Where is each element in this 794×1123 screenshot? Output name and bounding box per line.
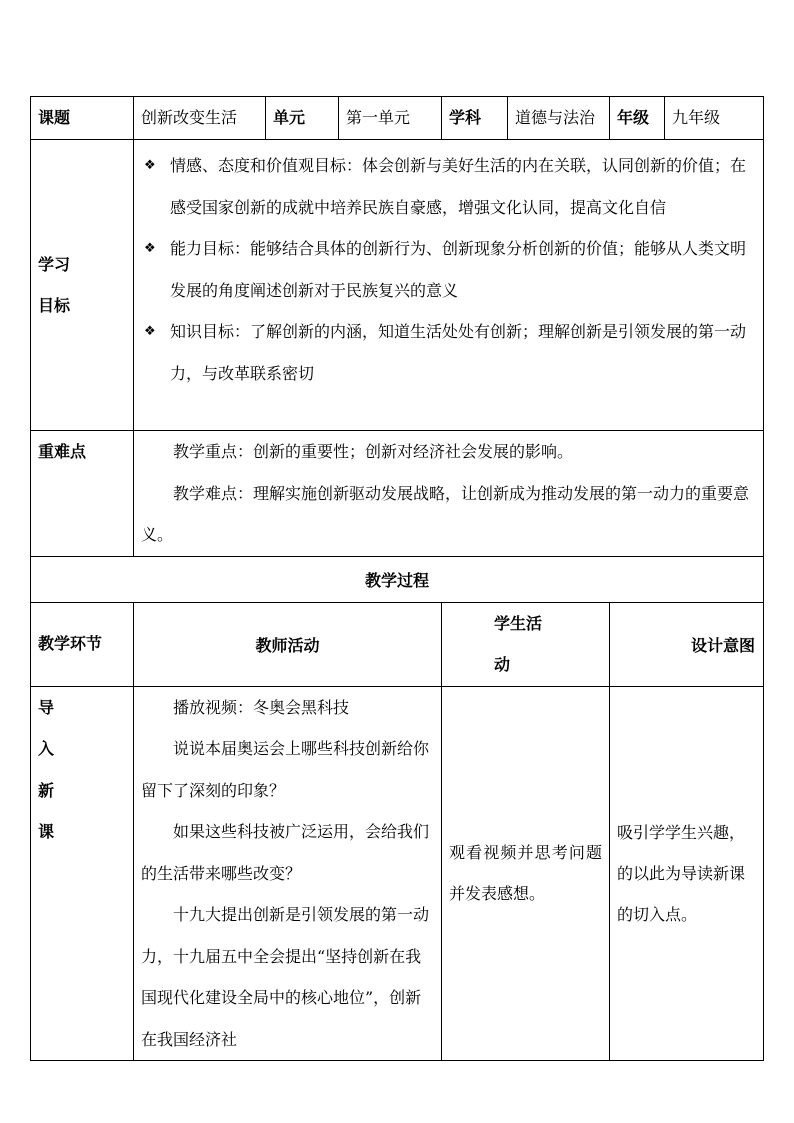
process-header-row (31, 602, 764, 686)
diamond-bullet-icon: ❖ (144, 324, 156, 339)
key-points-content: 教学重点：创新的重要性；创新对经济社会发展的影响。 教学难点：理解实施创新驱动发展战略，让创新成为推动发展的第一动力的重要意义。 (134, 431, 764, 557)
objectives-label: 学习 目标 (31, 140, 134, 431)
intro-design-intent: 吸引学学生兴趣，的以此为导读新课的切入点。 (610, 686, 764, 1061)
intro-stage: 导 入 新 课 (31, 686, 134, 1061)
objectives-row (31, 140, 764, 431)
objective-item: ❖ 能力目标：能够结合具体的创新行为、创新现象分析创新的价值；能够从人类文明发展的角度阐述创新对于民族复兴的意义 (141, 228, 756, 311)
nian-ji-value: 九年级 (665, 97, 764, 140)
col-teacher-header: 教师活动 (134, 602, 442, 686)
ke-ti-label: 课题 (31, 97, 134, 140)
dan-yuan-value: 第一单元 (339, 97, 442, 140)
dan-yuan-label: 单元 (266, 97, 339, 140)
lesson-plan-sheet (30, 96, 763, 1061)
objective-item: ❖ 情感、态度和价值观目标：体会创新与美好生活的内在关联，认同创新的价值；在感受国家创新的成就中培养民族自豪感，增强文化认同，提高文化自信 (141, 145, 756, 228)
objective-item: ❖ 知识目标：了解创新的内涵，知道生活处处有创新；理解创新是引领发展的第一动力，与改革联系密切 (141, 311, 756, 394)
col-student-header: 学生活动 (442, 602, 610, 686)
process-title-row (31, 556, 764, 602)
key-points-label: 重难点 (31, 431, 134, 557)
intro-student-activity: 观看视频并思考问题并发表感想。 (442, 686, 610, 1061)
xue-ke-value: 道德与法治 (508, 97, 610, 140)
intro-teacher-activity: 播放视频：冬奥会黑科技 说说本届奥运会上哪些科技创新给你留下了深刻的印象？ 如果这些科技被广泛运用，会给我们的生活带来哪些改变？ 十九大提出创新是引领发展的第一动力，十九届五中全会提出“坚持创新在我国现代化建设全局中的核心地位”，创新在我国经济社 (134, 686, 442, 1061)
intro-row (31, 686, 764, 1061)
key-points-row (31, 431, 764, 557)
diamond-bullet-icon: ❖ (144, 241, 156, 256)
nian-ji-label: 年级 (610, 97, 665, 140)
col-stage-header: 教学环节 (31, 602, 134, 686)
process-title: 教学过程 (31, 556, 764, 602)
lesson-plan-table (30, 96, 764, 1061)
objectives-content (134, 140, 764, 431)
ke-ti-value: 创新改变生活 (134, 97, 266, 140)
col-design-header: 设计意图 (610, 602, 764, 686)
header-row (31, 97, 764, 140)
xue-ke-label: 学科 (442, 97, 508, 140)
diamond-bullet-icon: ❖ (144, 158, 156, 173)
